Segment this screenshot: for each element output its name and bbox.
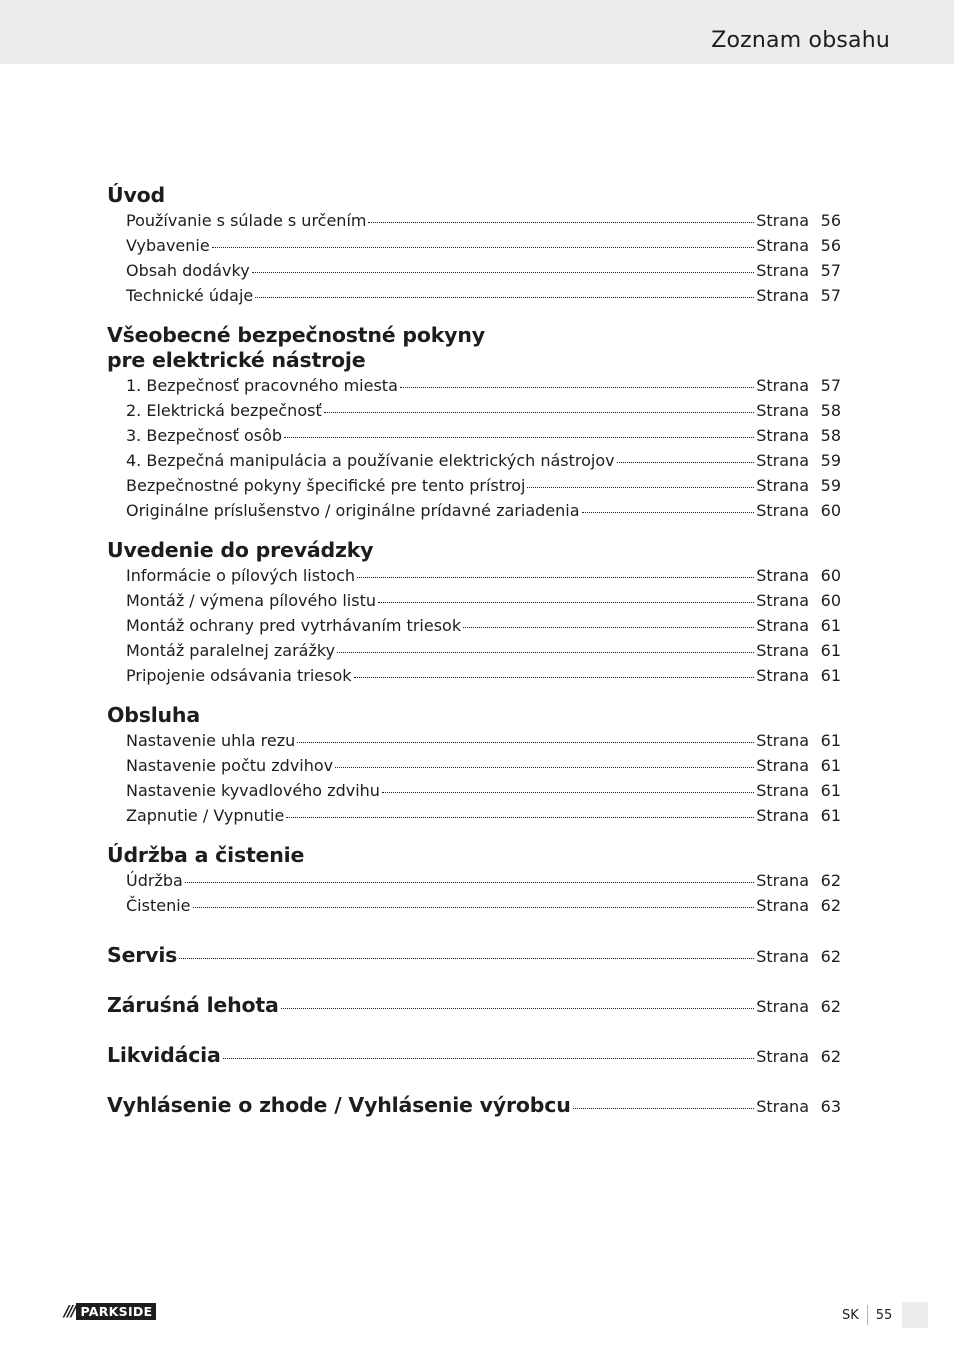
page-word: Strana [756,501,809,520]
dot-leader [335,767,754,768]
page-word: Strana [756,947,809,966]
entry-page-number: 56 [820,211,841,230]
entry-page-number: 62 [820,896,841,915]
toc-entry[interactable] [107,753,841,778]
entry-label: Nastavenie uhla rezu [126,731,296,750]
dot-leader [297,742,754,743]
section-heading: Servis [107,943,178,967]
corner-tab [902,1302,928,1328]
toc-section [107,538,841,688]
entry-label: 3. Bezpečnosť osôb [126,426,283,445]
dot-leader [324,412,755,413]
toc-entry[interactable] [107,423,841,448]
toc-entry[interactable] [107,498,841,523]
entry-label: Údržba [126,871,183,890]
toc-entry[interactable] [107,208,841,233]
page-word: Strana [756,1047,809,1066]
entry-page-number: 63 [820,1097,841,1116]
dot-leader [463,627,754,628]
dot-leader [212,247,755,248]
section-heading [107,703,841,728]
entry-page-number: 62 [820,871,841,890]
dot-leader [354,677,755,678]
entry-page-number: 61 [820,666,841,685]
page-word: Strana [756,896,809,915]
entry-label: 1. Bezpečnosť pracovného miesta [126,376,398,395]
toc-entry[interactable] [107,398,841,423]
dot-leader [582,512,755,513]
toc-entry[interactable] [107,373,841,398]
page-word: Strana [756,756,809,775]
dot-leader [573,1108,755,1109]
toc-entry[interactable] [107,563,841,588]
entry-label: Montáž ochrany pred vytrhávaním triesok [126,616,462,635]
entry-label: Čistenie [126,896,191,915]
entry-page-number: 56 [820,236,841,255]
entry-label: 4. Bezpečná manipulácia a používanie elektrických nástrojov [126,451,615,470]
dot-leader [193,907,755,908]
page-word: Strana [756,641,809,660]
toc-entry[interactable] [107,233,841,258]
entry-page-number: 59 [820,451,841,470]
toc-section [107,323,841,523]
entry-page-number: 60 [820,566,841,585]
toc-entry[interactable] [107,803,841,828]
page-word: Strana [756,666,809,685]
section-heading: Záruśná lehota [107,993,279,1017]
page-word: Strana [756,1097,809,1116]
entry-page-number: 59 [820,476,841,495]
toc-entry[interactable] [107,258,841,283]
entry-page-number: 61 [820,806,841,825]
section-heading-line: Údržba a čistenie [107,843,305,867]
dot-leader [527,487,754,488]
toc-section [107,943,841,968]
page-title: Zoznam obsahu [711,28,890,53]
entry-page-number: 61 [820,616,841,635]
page-word: Strana [756,451,809,470]
section-heading [107,183,841,208]
entry-page-number: 60 [820,501,841,520]
page-number: 55 [875,1307,893,1323]
toc-entry[interactable] [107,893,841,918]
entry-label: Informácie o pílových listoch [126,566,356,585]
dot-leader [255,297,754,298]
entry-label: Nastavenie kyvadlového zdvihu [126,781,380,800]
toc-entry[interactable] [107,778,841,803]
entry-label: Technické údaje [126,286,254,305]
toc-section [107,843,841,918]
dot-leader [284,437,754,438]
toc-entry[interactable] [107,613,841,638]
page-word: Strana [756,286,809,305]
toc-entry[interactable] [107,473,841,498]
section-heading: Likvidácia [107,1043,221,1067]
section-heading [107,323,841,373]
entry-label: Originálne príslušenstvo / originálne prídavné zariadenia [126,501,580,520]
entry-label: Obsah dodávky [126,261,250,280]
entry-label: Vybavenie [126,236,210,255]
toc-section [107,1093,841,1118]
dot-leader [368,222,754,223]
toc-entry[interactable] [107,588,841,613]
page-word: Strana [756,871,809,890]
page-word: Strana [756,236,809,255]
entry-page-number: 61 [820,641,841,660]
dot-leader [378,602,754,603]
toc-section [107,183,841,308]
entry-label: Montáž / výmena pílového listu [126,591,376,610]
dot-leader [357,577,754,578]
entry-label: Zapnutie / Vypnutie [126,806,285,825]
page-word: Strana [756,616,809,635]
section-heading-line: Obsluha [107,703,200,727]
language-code: SK [842,1307,859,1323]
entry-label: Používanie s súlade s určením [126,211,367,230]
page-word: Strana [756,806,809,825]
entry-label: Montáž paralelnej zarážky [126,641,336,660]
toc-entry[interactable] [107,943,841,968]
entry-page-number: 62 [820,1047,841,1066]
entry-page-number: 62 [820,997,841,1016]
entry-page-number: 57 [820,376,841,395]
spacer [107,933,841,943]
toc-section [107,993,841,1018]
toc-section [107,703,841,828]
entry-page-number: 60 [820,591,841,610]
entry-page-number: 57 [820,286,841,305]
entry-label: 2. Elektrická bezpečnosť [126,401,322,420]
dot-leader [382,792,754,793]
section-heading-line: Uvedenie do prevádzky [107,538,374,562]
section-heading: Vyhlásenie o zhode / Vyhlásenie výrobcu [107,1093,571,1117]
page-word: Strana [756,426,809,445]
page-footer [842,1305,892,1325]
section-heading-line: Úvod [107,183,165,207]
page-word: Strana [756,476,809,495]
entry-page-number: 58 [820,426,841,445]
section-heading [107,538,841,563]
page-word: Strana [756,997,809,1016]
section-heading-line: Všeobecné bezpečnostné pokyny [107,323,485,347]
entry-label: Pripojenie odsávania triesok [126,666,352,685]
table-of-contents [107,183,841,1143]
dot-leader [185,882,754,883]
toc-entry[interactable] [107,993,841,1018]
page-word: Strana [756,261,809,280]
section-heading [107,843,841,868]
toc-section [107,1043,841,1068]
dot-leader [179,958,754,959]
toc-entry[interactable] [107,283,841,308]
dot-leader [286,817,754,818]
entry-page-number: 61 [820,781,841,800]
page-word: Strana [756,781,809,800]
page-word: Strana [756,731,809,750]
brand-logo [64,1303,176,1320]
page-word: Strana [756,376,809,395]
entry-label: Bezpečnostné pokyny špecifické pre tento prístroj [126,476,526,495]
toc-entry[interactable] [107,728,841,753]
dot-leader [337,652,754,653]
toc-entry[interactable] [107,448,841,473]
toc-entry[interactable] [107,663,841,688]
page-word: Strana [756,591,809,610]
toc-entry[interactable] [107,638,841,663]
dot-leader [223,1058,755,1059]
entry-label: Nastavenie počtu zdvihov [126,756,334,775]
entry-page-number: 58 [820,401,841,420]
entry-page-number: 61 [820,756,841,775]
entry-page-number: 61 [820,731,841,750]
page-word: Strana [756,211,809,230]
page-word: Strana [756,566,809,585]
entry-page-number: 57 [820,261,841,280]
entry-page-number: 62 [820,947,841,966]
page-word: Strana [756,401,809,420]
toc-entry[interactable] [107,1093,841,1118]
brand-name: PARKSIDE [76,1303,156,1320]
dot-leader [281,1008,755,1009]
dot-leader [252,272,755,273]
brand-slashes: /// [64,1302,75,1320]
dot-leader [400,387,754,388]
toc-entry[interactable] [107,1043,841,1068]
dot-leader [617,462,755,463]
toc-entry[interactable] [107,868,841,893]
section-heading-line: pre elektrické nástroje [107,348,366,372]
